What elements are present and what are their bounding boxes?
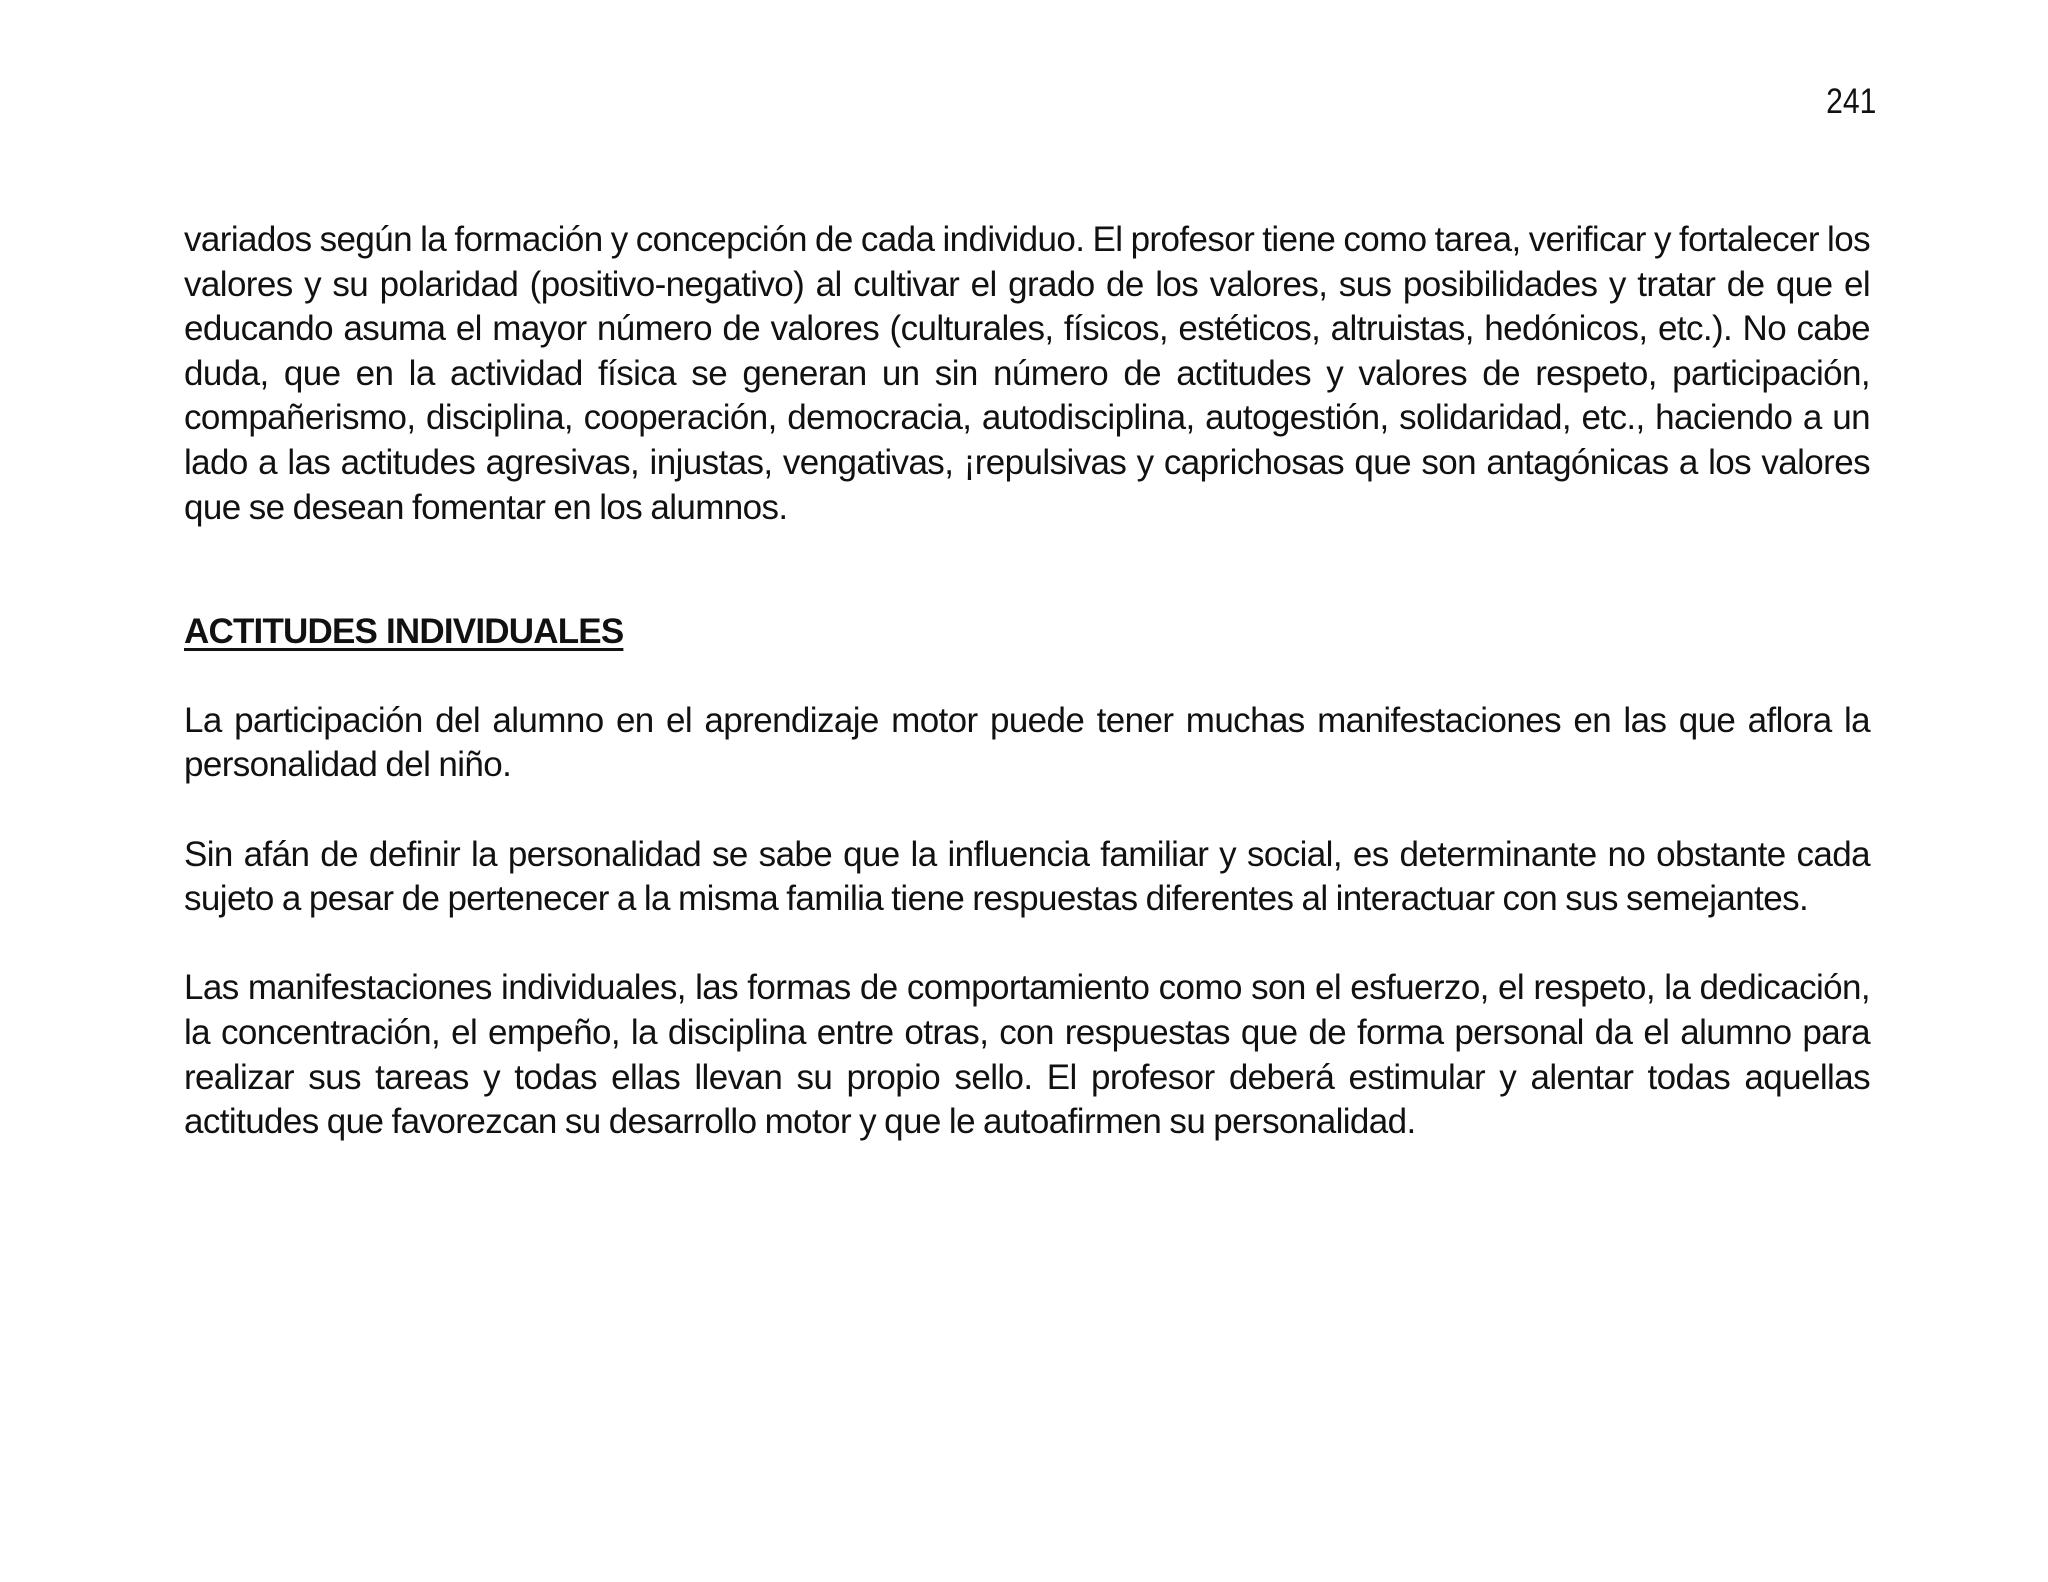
- section-paragraph-1: La participación del alumno en el aprendizaje motor puede tener muchas manifestaciones en las que aflora la personalidad del niño.: [184, 700, 1870, 785]
- section-paragraph-2: Sin afán de definir la personalidad se sabe que la influencia familiar y social, es determinante no obstante cada sujeto a pesar de pertenecer a la misma familia tiene respuestas diferentes al interactuar con sus semejantes.: [184, 834, 1870, 919]
- page-content: [184, 218, 1870, 1145]
- section-paragraph-3: Las manifestaciones individuales, las formas de comportamiento como son el esfuerzo, el respeto, la dedicación, la concentración, el empeño, la disciplina entre otras, con respuestas que de forma personal da el alumno para realizar sus tareas y todas ellas llevan su propio sello. El profesor deberá estimular y alentar todas aquellas actitudes que favorezcan su desarrollo motor y que le autoafirmen su personalidad.: [184, 968, 1870, 1142]
- page-number: 241: [1825, 82, 1876, 121]
- section-heading: ACTITUDES INDIVIDUALES: [184, 612, 624, 652]
- intro-paragraph: variados según la formación y concepción de cada individuo. El profesor tiene como tarea, verificar y fortalecer los valores y su polaridad (positivo-negativo) al cultivar el grado de los valores, sus posibilidades y tratar de que el educando asuma el mayor número de valores (culturales, físicos, estéticos, altruistas, hedónicos, etc.). No cabe duda, que en la actividad física se generan un sin número de actitudes y valores de respeto, participación, compañerismo, disciplina, cooperación, democracia, autodisciplina, autogestión, solidaridad, etc., haciendo a un lado a las actitudes agresivas, injustas, vengativas, ¡repulsivas y caprichosas que son antagónicas a los valores que se desean fomentar en los alumnos.: [184, 220, 1870, 527]
